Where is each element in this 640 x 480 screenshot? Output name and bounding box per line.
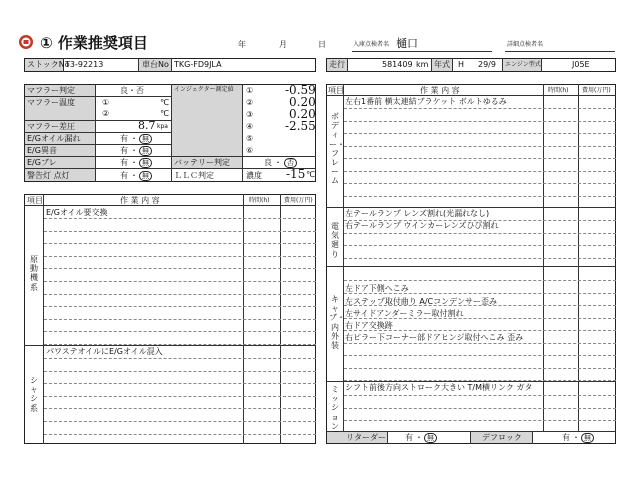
section-engine-label: 原動機系: [30, 255, 38, 292]
injector-3-value: 0.20: [289, 107, 316, 121]
ruling-line: [344, 318, 616, 319]
ruling-line: [344, 258, 616, 259]
ruling-line: [44, 256, 316, 257]
llc-label: ＬＬＣ判定: [174, 171, 214, 180]
work-entry: パワステオイルにE/Gオイル混入: [46, 347, 163, 356]
ruling-line: [44, 434, 316, 435]
llc-unit: ℃: [306, 170, 315, 179]
brand-seal-icon: [18, 34, 34, 50]
chassis-value: TKG-FD9JLA: [174, 60, 222, 69]
injector-label: インジェクター測定値: [174, 86, 234, 93]
right-header-item: 項目: [328, 86, 344, 95]
chassis-label: 車台No: [142, 60, 169, 69]
work-entry: 左ステップ取付曲り A/Cコンデンサー歪み: [345, 297, 497, 306]
muffler-diff-label: マフラー差圧: [27, 122, 75, 131]
work-entry: 左ドア下側へこみ: [345, 284, 409, 293]
ruling-line: [344, 420, 616, 421]
engine-value: J05E: [572, 60, 590, 69]
injector-1-num: ①: [246, 86, 254, 95]
ruling-line: [344, 245, 616, 246]
muffler-options: 良・否: [120, 86, 144, 95]
page-title: ① 作業推奨項目: [40, 34, 148, 52]
work-entry: 右テールランプ ウインカーレンズひび割れ: [345, 221, 499, 230]
shake-yes: 有: [120, 158, 128, 167]
ruling-line: [344, 183, 616, 184]
battery-bad-circled: 否: [284, 158, 297, 168]
ruling-line: [44, 371, 316, 372]
right-header-work: 作 業 内 容: [420, 86, 460, 95]
ruling-line: [44, 306, 316, 307]
work-entry: 右ドア交換跡: [345, 321, 393, 330]
right-header-cost: 費用(万円): [582, 87, 611, 94]
ruling-line: [44, 344, 316, 345]
noise-yes: 有: [120, 146, 128, 155]
noise-label: E/G異音: [27, 146, 57, 155]
section-chassis-label: シャシ系: [30, 376, 38, 413]
shake-label: E/Gブレ: [27, 158, 57, 167]
section-electric-label: 電気廻り: [331, 222, 339, 259]
ruling-line: [344, 171, 616, 172]
ruling-line: [44, 231, 316, 232]
oil-leak-yes: 有: [120, 134, 128, 143]
work-entry: 左テールランプ レンズ割れ(光漏れなし): [345, 209, 490, 218]
noise-no-circled: 無: [139, 146, 152, 156]
ruling-line: [344, 133, 616, 134]
year-value: 29/9: [478, 60, 496, 69]
ruling-line: [344, 330, 616, 331]
ruling-line: [44, 383, 316, 384]
retarder-no-circled: 無: [424, 433, 437, 443]
muffler-temp-1-unit: ℃: [160, 98, 169, 107]
injector-3-num: ③: [246, 110, 254, 119]
warning-no-circled: 無: [139, 171, 152, 181]
ruling-line: [344, 395, 616, 396]
ruling-line: [44, 408, 316, 409]
ruling-line: [44, 218, 316, 219]
ruling-line: [344, 343, 616, 344]
diff-lock-yes: 有: [562, 433, 570, 442]
injector-1-value: -0.59: [285, 83, 316, 97]
work-entry: 左右1番前 横太連結ブラケット ボルトゆるみ: [345, 97, 507, 106]
ruling-line: [44, 243, 316, 244]
day-label: 日: [318, 40, 326, 49]
ruling-line: [344, 368, 616, 369]
diff-lock-no-circled: 無: [581, 433, 594, 443]
muffler-temp-2-unit: ℃: [160, 109, 169, 118]
ruling-line: [44, 358, 316, 359]
oil-leak-label: E/Gオイル漏れ: [27, 134, 81, 143]
left-header-hours: 時間(h): [249, 197, 270, 204]
section-cab-label: キャブ・内外装: [329, 295, 345, 350]
warning-yes: 有: [120, 171, 128, 180]
ruling-line: [344, 293, 616, 294]
retarder-yes: 有: [405, 433, 413, 442]
section-body-label: ボディー・フレーム: [329, 112, 345, 186]
oil-leak-no-circled: 無: [139, 134, 152, 144]
battery-label: バッテリー判定: [174, 158, 230, 167]
injector-4-num: ④: [246, 122, 254, 131]
work-entry: シフト前後方向ストローク大きい T/M横リンク ガタ: [345, 383, 533, 392]
ruling-line: [344, 408, 616, 409]
ruling-line: [344, 146, 616, 147]
injector-6-num: ⑥: [246, 146, 254, 155]
ruling-line: [344, 355, 616, 356]
ruling-line: [344, 233, 616, 234]
llc-conc-label: 濃度: [246, 171, 262, 180]
year-model-label: 年式: [434, 60, 450, 69]
muffler-label: マフラー判定: [27, 86, 75, 95]
ruling-line: [344, 121, 616, 122]
section-transmission-label: ミッション: [331, 385, 339, 431]
ruling-line: [344, 380, 616, 381]
shake-no-circled: 無: [139, 158, 152, 168]
ruling-line: [44, 319, 316, 320]
mileage-value: 581409: [382, 60, 413, 69]
mileage-unit: km: [416, 60, 429, 69]
battery-good: 良: [264, 158, 272, 167]
ruling-line: [44, 421, 316, 422]
ruling-line: [344, 280, 616, 281]
work-entry: E/Gオイル要交換: [46, 208, 108, 217]
retarder-label: リターダー: [346, 433, 386, 442]
left-header-cost: 費用(万円): [284, 197, 313, 204]
engine-label: エンジン型式: [505, 61, 541, 68]
inspector-label: 入庫点検者名: [353, 41, 390, 48]
llc-value: -15: [286, 167, 306, 181]
ruling-line: [44, 268, 316, 269]
year-era: H: [458, 60, 465, 69]
injector-2-value: 0.20: [289, 95, 316, 109]
muffler-temp-1-num: ①: [102, 98, 110, 107]
month-label: 月: [279, 40, 287, 49]
injector-2-num: ②: [246, 98, 254, 107]
inspector-name: 樋口: [396, 37, 418, 50]
muffler-diff-unit: kpa: [157, 123, 168, 130]
muffler-temp-label: マフラー温度: [27, 98, 75, 107]
year-label: 年: [238, 40, 246, 49]
ruling-line: [344, 158, 616, 159]
mileage-label: 走行: [329, 60, 345, 69]
stock-label: ストックNo: [27, 60, 70, 69]
muffler-diff-value: 8.7: [138, 119, 156, 132]
ruling-line: [344, 108, 616, 109]
work-entry: 右ピラー下コーナー部ドアヒンジ取付へこみ 歪み: [345, 333, 524, 342]
stock-value: T3-92213: [65, 60, 104, 69]
ruling-line: [44, 396, 316, 397]
diff-lock-label: デフロック: [482, 433, 522, 442]
right-header-hours: 時間(h): [548, 87, 569, 94]
ruling-line: [44, 281, 316, 282]
injector-4-value: -2.55: [285, 119, 316, 133]
muffler-temp-2-num: ②: [102, 109, 110, 118]
detail-inspector-label: 詳細点検者名: [507, 41, 544, 48]
work-entry: 左サイドアンダーミラー取付割れ: [345, 309, 464, 318]
ruling-line: [344, 196, 616, 197]
left-header-item: 項目: [27, 196, 43, 205]
ruling-line: [44, 294, 316, 295]
ruling-line: [44, 331, 316, 332]
warning-label: 警告灯 点灯: [27, 171, 70, 180]
injector-5-num: ⑤: [246, 134, 254, 143]
left-header-work: 作 業 内 容: [120, 196, 160, 205]
